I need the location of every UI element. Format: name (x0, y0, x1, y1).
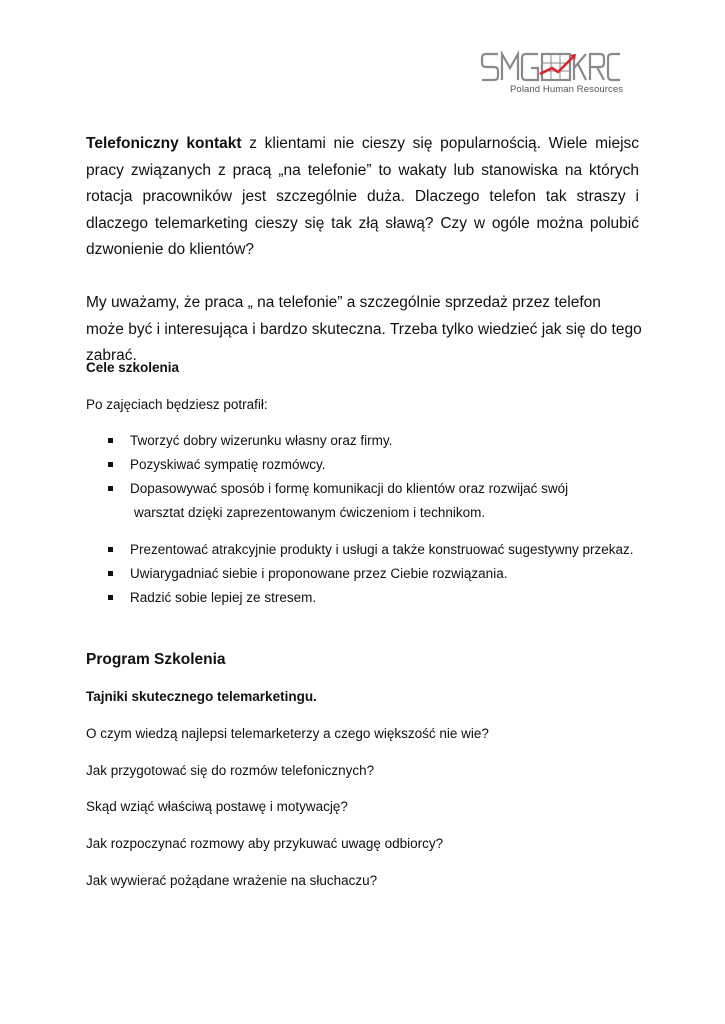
intro-bold-lead: Telefoniczny kontakt (86, 135, 242, 152)
list-item: Prezentować atrakcyjnie produkty i usługi a także konstruować sugestywny przekaz. (86, 538, 666, 562)
bullet-square-icon (108, 547, 113, 552)
question-1: O czym wiedzą najlepsi telemarketerzy a czego większość nie wie? (86, 726, 489, 741)
question-4: Jak rozpoczynać rozmowy aby przykuwać uwagę odbiorcy? (86, 836, 444, 851)
program-heading: Program Szkolenia (86, 651, 226, 668)
question-3: Skąd wziąć właściwą postawę i motywację? (86, 799, 348, 814)
list-item: Dopasowywać sposób i formę komunikacji do klientów oraz rozwijać swój warsztat dzięki zaprezentowanym ćwiczeniom i technikom. (86, 477, 666, 525)
list-item: Uwiarygadniać siebie i proponowane przez Ciebie rozwiązania. (86, 562, 666, 586)
goals-list-1 (86, 429, 666, 525)
goals-lead: Po zajęciach będziesz potrafił: (86, 397, 268, 412)
list-item: Tworzyć dobry wizerunku własny oraz firmy. (86, 429, 666, 453)
list-item: Pozyskiwać sympatię rozmówcy. (86, 453, 666, 477)
bullet-square-icon (108, 595, 113, 600)
bullet-square-icon (108, 486, 113, 491)
goals-heading: Cele szkolenia (86, 360, 180, 375)
list-item: Radzić sobie lepiej ze stresem. (86, 586, 666, 610)
intro-text: z klientami nie cieszy się popularnością. Wiele miejsc pracy związanych z pracą „na telefonie” to wakaty lub stanowiska na których rotacja pracowników jest szczególnie duża. Dlaczego telefon tak straszy i dlaczego telemarketing cieszy się tak złą sławą? Czy w ogóle można polubić dzwonienie do klientów? (86, 135, 640, 258)
question-2: Jak przygotować się do rozmów telefonicznych? (86, 763, 375, 778)
goals-list-2 (86, 538, 666, 610)
question-5: Jak wywierać pożądane wrażenie na słuchaczu? (86, 873, 378, 888)
bullet-square-icon (108, 438, 113, 443)
intro-paragraph (86, 131, 639, 264)
logo-tagline: Poland Human Resources (510, 84, 624, 95)
bullet-square-icon (108, 462, 113, 467)
program-subheading: Tajniki skutecznego telemarketingu. (86, 689, 317, 704)
second-paragraph: My uważamy, że praca „ na telefonie” a szczególnie sprzedaż przez telefon może być i interesująca i bardzo skuteczna. Trzeba tylko wiedzieć jak się do tego zabrać. (86, 294, 642, 364)
bullet-square-icon (108, 571, 113, 576)
